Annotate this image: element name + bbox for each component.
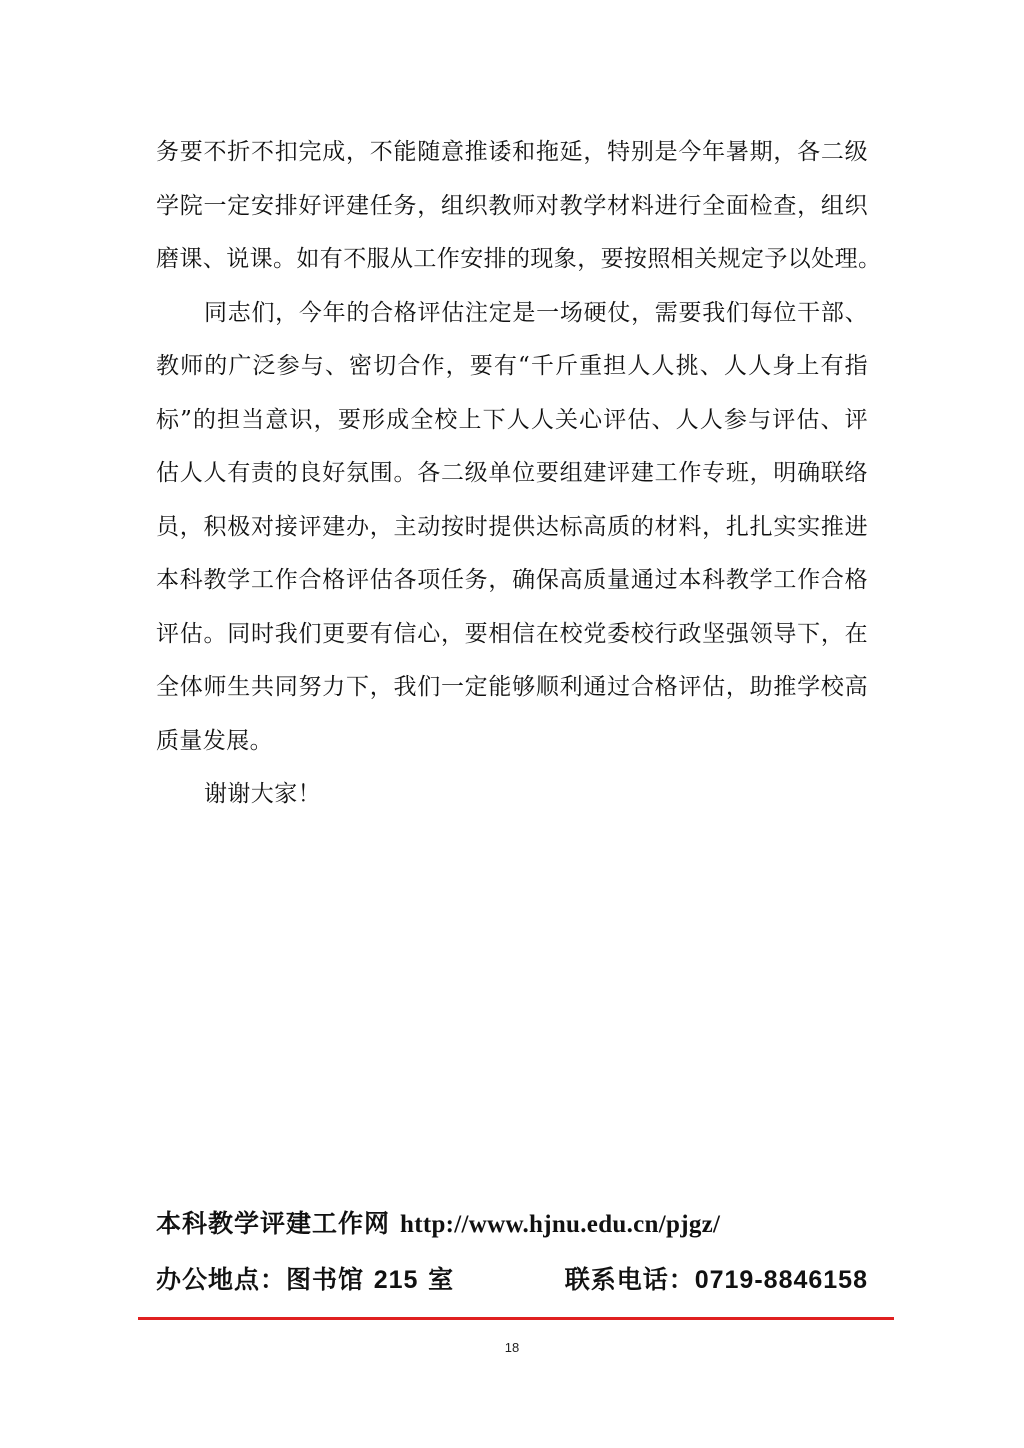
office-location: [156, 1260, 454, 1296]
paragraph-line: 本科教学工作合格评估各项任务，确保高质量通过本科教学工作合格: [156, 567, 868, 593]
contact-phone: [565, 1260, 868, 1296]
website-label: 本科教学评建工作网: [156, 1209, 391, 1238]
paragraph-line: 质量发展。: [156, 727, 273, 754]
paragraph-line: 员，积极对接评建办，主动按时提供达标高质的材料，扎扎实实推进: [156, 513, 868, 540]
phone-label: 联系电话：: [564, 1265, 695, 1294]
phone-number: 0719-8846158: [694, 1266, 868, 1294]
paragraph-line: 磨课、说课。如有不服从工作安排的现象，要按照相关规定予以处理。: [156, 246, 882, 272]
office-suffix: 室: [428, 1265, 455, 1294]
body-text: [156, 126, 882, 822]
website-url[interactable]: http://www.hjnu.edu.cn/pjgz/: [400, 1211, 721, 1238]
office-room: 215: [373, 1266, 419, 1294]
paragraph-line: 评估。同时我们更要有信心，要相信在校党委校行政坚强领导下，在: [156, 620, 868, 647]
paragraph-line: 同志们，今年的合格评估注定是一场硬仗，需要我们每位干部、: [204, 299, 868, 326]
paragraph-line: 教师的广泛参与、密切合作，要有“千斤重担人人挑、人人身上有指: [156, 353, 868, 379]
page-number: 18: [504, 1340, 520, 1355]
office-label: 办公地点：图书馆: [156, 1265, 365, 1294]
paragraph-line: 务要不折不扣完成，不能随意推诿和拖延，特别是今年暑期，各二级: [156, 139, 868, 165]
footer-website: [156, 1204, 720, 1240]
footer-divider: [138, 1317, 894, 1320]
paragraph-line: 标”的担当意识，要形成全校上下人人关心评估、人人参与评估、评: [156, 406, 868, 433]
paragraph-line: 估人人有责的良好氛围。各二级单位要组建评建工作专班，明确联络: [156, 460, 868, 486]
paragraph-line: 学院一定安排好评建任务，组织教师对教学材料进行全面检查，组织: [156, 192, 868, 219]
paragraph-line: 全体师生共同努力下，我们一定能够顺利通过合格评估，助推学校高: [156, 674, 868, 700]
closing-line: 谢谢大家！: [204, 781, 321, 807]
